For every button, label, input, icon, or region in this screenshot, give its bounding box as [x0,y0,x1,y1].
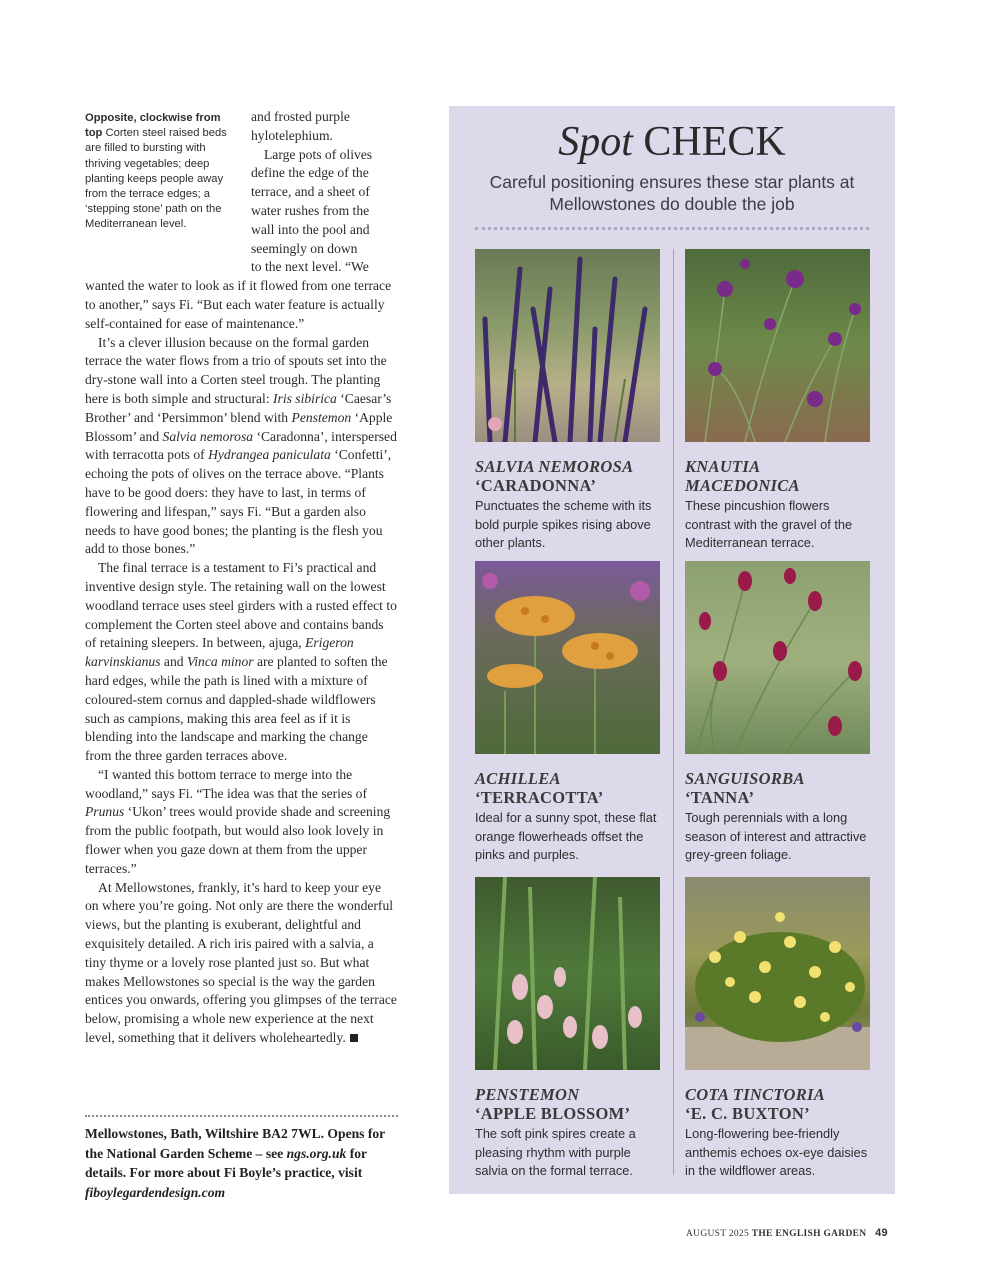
body-narrow-line: water rushes from the [251,202,370,218]
plant-desc: Ideal for a sunny spot, these flat orange flowerheads offset the pinks and purples. [475,810,657,863]
plant-desc: Long-flowering bee-friendly anthemis echoes ox-eye daisies in the wildflower areas. [685,1126,868,1179]
designer-link[interactable]: fiboylegardendesign.com [85,1184,226,1200]
plant-card-cota [685,877,875,1181]
body-paragraph: The final terrace is a testament to Fi’s practical and inventive design style. The retaining wall on the lowest woodland terrace uses steel girders with a rusted effect to complement the Corten steel above and contains bands of retaining sleepers. In between, ajuga, Erigeron karvinskianus and Vinca minor are planted to soften the hard edges, while the path is lined with a mixture of coloured-stem cornus and dappled-shade wildflowers such as campions, making this area feel as if it is blending into the landscape and marking the change from the three garden terraces above. [85,560,397,764]
page-folio [686,1227,888,1239]
achillea-photo [475,561,660,754]
plant-card-knautia [685,249,875,553]
plant-desc: Tough perennials with a long season of interest and attractive grey-green foliage. [685,810,867,863]
plant-desc: These pincushion flowers contrast with the gravel of the Mediterranean terrace. [685,498,853,551]
body-narrow-line: Large pots of olives [264,146,373,162]
caption-lead: Opposite, clockwise from top [85,112,221,140]
end-mark-icon [350,1034,358,1042]
body-narrow-line: seemingly on down [251,240,358,256]
plant-name: ACHILLEA ‘TERRACOTTA’ [475,769,604,807]
body-narrow-line: terrace, and a sheet of [251,184,370,200]
plant-card-achillea [475,561,665,865]
plant-name: PENSTEMON ‘APPLE BLOSSOM’ [475,1085,631,1123]
plant-card-sanguisorba [685,561,875,865]
plant-name: COTA TINCTORIA ‘E. C. BUXTON’ [685,1085,826,1123]
body-narrow-line: to the next level. “We [251,259,369,275]
body-paragraph: wanted the water to look as if it flowed from one terrace to another,” says Fi. “But each water feature is actually self-contained for ease of maintenance.” [85,278,392,331]
article-body [85,108,397,1048]
panel-divider [475,227,869,230]
plant-name: SANGUISORBA ‘TANNA’ [685,769,805,807]
body-narrow-line: wall into the pool and [251,221,370,237]
column-divider [673,249,674,1175]
body-narrow-line: hylotelephium. [251,127,333,143]
body-paragraph: At Mellowstones, frankly, it’s hard to keep your eye on where you’re going. Not only are there the wonderful views, but the planting is exuberant, delightful and exquisitely detailed. A rich iris paired with a salvia, a tiny thyme or a lovely rose planted just so. But what makes Mellowstones so special is the way the garden entices you onwards, offering you glimpses of the terrace below, promising a whole new experience at the next level, something that it delivers wholeheartedly. [85,879,397,1046]
page-number: 49 [875,1227,888,1239]
garden-info: Mellowstones, Bath, Wiltshire BA2 7WL. Opens for the National Garden Scheme – see ngs.org.uk for details. For more about Fi Boyle’s practice, visit fiboylegardendesign.com [85,1126,385,1200]
body-paragraph: It’s a clever illusion because on the formal garden terrace the water flows from a trio of spouts set into the dry-stone wall into a Corten steel trough. The planting here is both simple and structural: Iris sibirica ‘Caesar’s Brother’ and ‘Persimmon’ blend with Penstemon ‘Apple Blossom’ and Salvia nemorosa ‘Caradonna’, interspersed with terracotta pots of Hydrangea paniculata ‘Confetti’, echoing the pots of olives on the terrace above. “Plants have to be good doers: they have to last, in terms of flowering and lifespan,” says Fi. “But a garden also needs to have good bones; the planting is the flesh you add to those bones.” [85,334,397,557]
plant-desc: Punctuates the scheme with its bold purple spikes rising above other plants. [475,498,652,551]
plant-card-penstemon [475,877,665,1181]
magazine-name: THE ENGLISH GARDEN [751,1229,867,1239]
ngs-link[interactable]: ngs.org.uk [286,1145,347,1161]
panel-title: Spot CHECK [558,119,786,165]
plant-card-salvia [475,249,665,553]
issue-date: AUGUST 2025 [686,1229,750,1239]
cota-photo [685,877,870,1070]
plant-name: KNAUTIA MACEDONICA [685,457,800,495]
salvia-photo [475,249,660,442]
sanguisorba-photo [685,561,870,754]
penstemon-photo [475,877,660,1070]
body-narrow-line: define the edge of the [251,165,369,181]
plant-name: SALVIA NEMOROSA ‘CARADONNA’ [475,457,634,495]
divider [85,1115,398,1117]
body-paragraph: “I wanted this bottom terrace to merge into the woodland,” says Fi. “The idea was that the series of Prunus ‘Ukon’ trees would provide shade and screening from the public footpath, but would also look lovely in flower when you gaze down at them from the upper terraces.” [85,766,391,876]
plant-desc: The soft pink spires create a pleasing rhythm with purple salvia on the formal terrace. [475,1126,636,1179]
knautia-photo [685,249,870,442]
panel-subtitle: Careful positioning ensures these star plants at Mellowstones do double the job [489,172,855,214]
body-narrow-line: and frosted purple [251,109,350,124]
spot-check-panel [449,106,895,1194]
caption-text: Corten steel raised beds are filled to bursting with thriving vegetables; deep planting keeps people away from the terrace edges; a ‘stepping stone’ path on the Mediterranean level. [85,127,227,231]
